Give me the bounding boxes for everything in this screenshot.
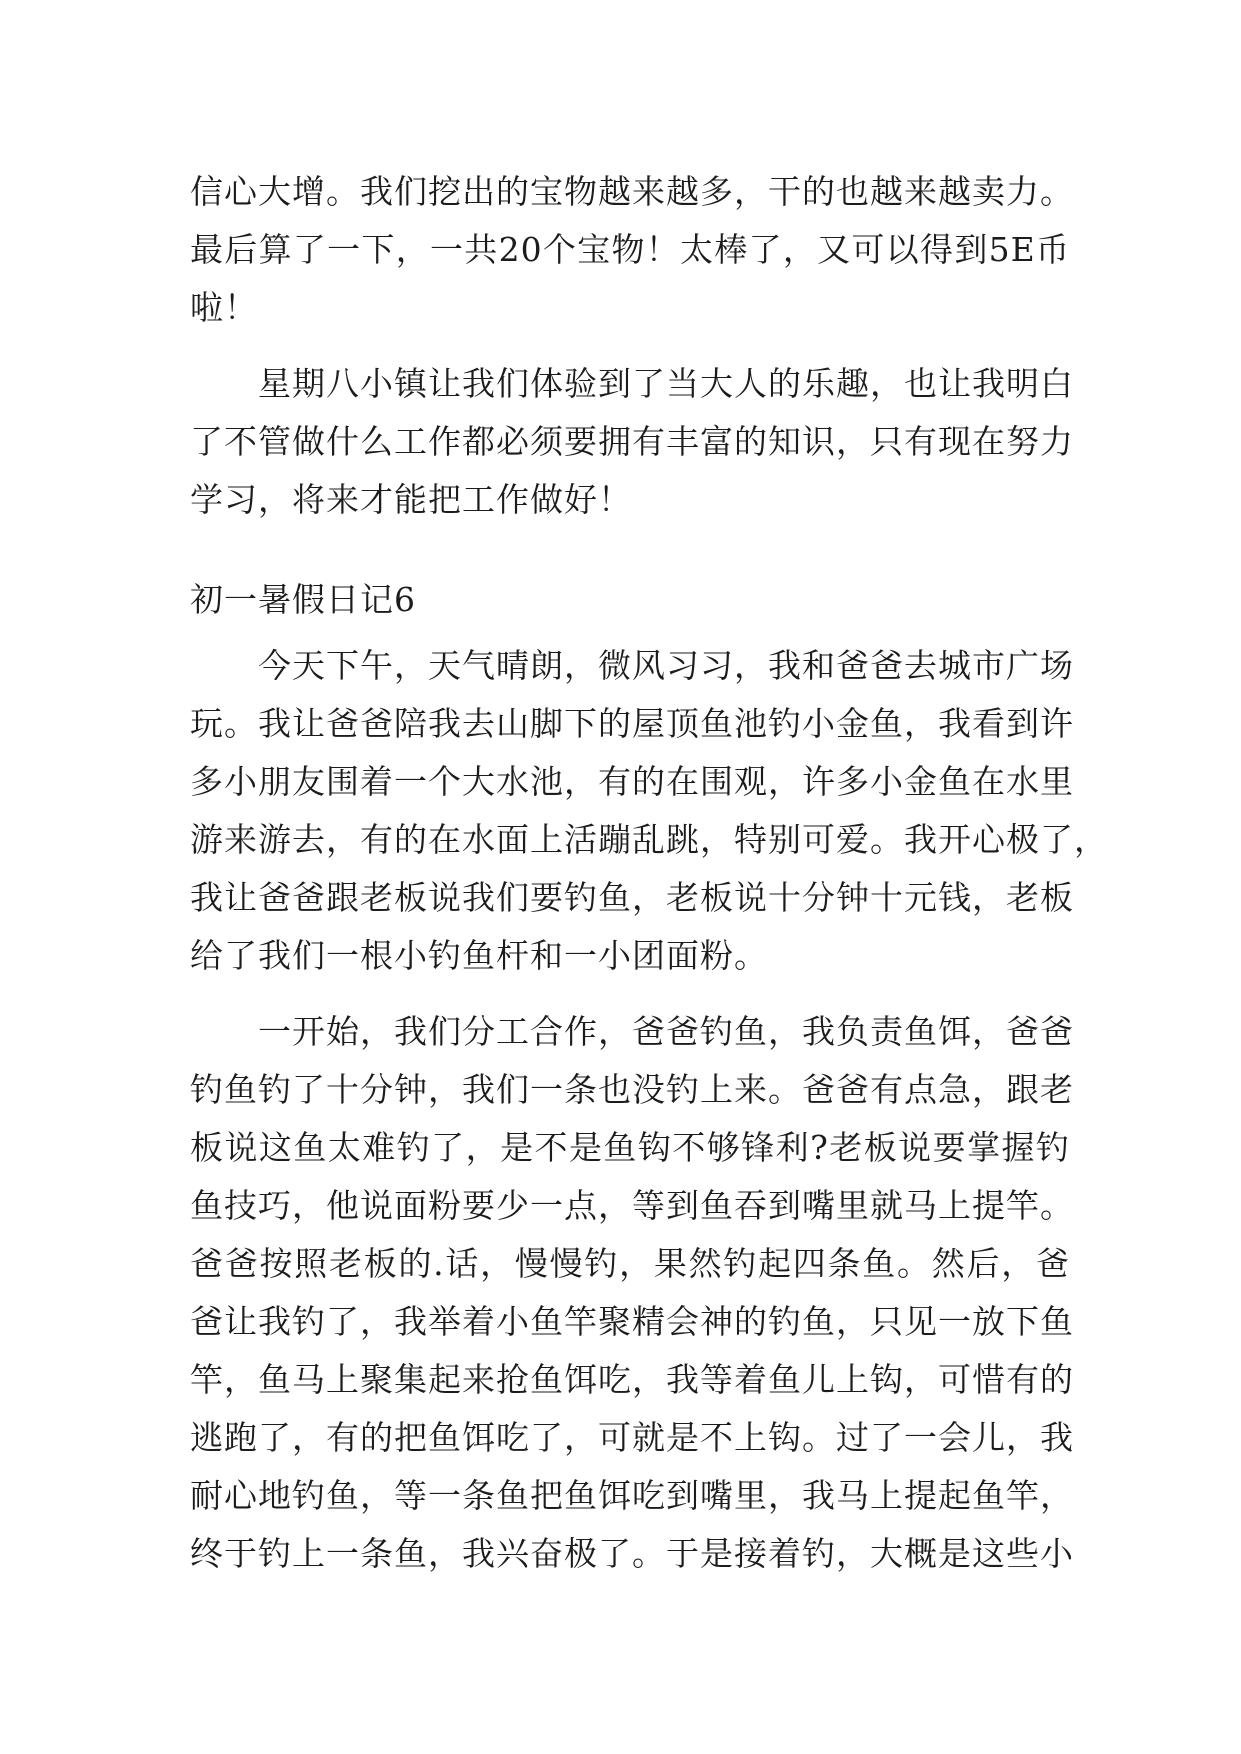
text-line: 了不管做什么工作都必须要拥有丰富的知识，只有现在努力: [190, 422, 1074, 461]
text-line: 板说这鱼太难钓了，是不是鱼钩不够锋利?老板说要掌握钓: [190, 1128, 1070, 1167]
text-line: 啦！: [190, 288, 258, 327]
text-line: 一开始，我们分工合作，爸爸钓鱼，我负责鱼饵，爸爸: [258, 1012, 1074, 1051]
heading-gap: [190, 629, 1070, 637]
text-line: 今天下午，天气晴朗，微风习习，我和爸爸去城市广场: [258, 646, 1074, 685]
paragraph-1: [190, 163, 1074, 337]
text-line: 竿，鱼马上聚集起来抢鱼饵吃，我等着鱼儿上钩，可惜有的: [190, 1360, 1074, 1399]
section-heading: 初一暑假日记6: [190, 580, 416, 619]
paragraph-gap: [190, 337, 1070, 355]
text-line: 信心大增。我们挖出的宝物越来越多，干的也越来越卖力。: [190, 172, 1074, 211]
text-line: 爸让我钓了，我举着小鱼竿聚精会神的钓鱼，只见一放下鱼: [190, 1302, 1074, 1341]
text-line: 星期八小镇让我们体验到了当大人的乐趣，也让我明白: [258, 364, 1074, 403]
paragraph-4: [190, 1003, 1074, 1583]
text-line: 耐心地钓鱼，等一条鱼把鱼饵吃到嘴里，我马上提起鱼竿，: [190, 1476, 1074, 1515]
text-line: 我让爸爸跟老板说我们要钓鱼，老板说十分钟十元钱，老板: [190, 878, 1074, 917]
text-line: 游来游去，有的在水面上活蹦乱跳，特别可爱。我开心极了，: [190, 820, 1108, 859]
text-line: 多小朋友围着一个大水池，有的在围观，许多小金鱼在水里: [190, 762, 1074, 801]
text-line: 鱼技巧，他说面粉要少一点，等到鱼吞到嘴里就马上提竿。: [190, 1186, 1074, 1225]
text-line: 爸爸按照老板的.话，慢慢钓，果然钓起四条鱼。然后，爸: [190, 1244, 1070, 1283]
paragraph-gap: [190, 985, 1070, 1003]
text-line: 终于钓上一条鱼，我兴奋极了。于是接着钓，大概是这些小: [190, 1534, 1074, 1573]
text-line: 逃跑了，有的把鱼饵吃了，可就是不上钩。过了一会儿，我: [190, 1418, 1074, 1457]
text-line: 钓鱼钓了十分钟，我们一条也没钓上来。爸爸有点急，跟老: [190, 1070, 1074, 1109]
text-line: 学习，将来才能把工作做好！: [190, 480, 632, 519]
text-line: 玩。我让爸爸陪我去山脚下的屋顶鱼池钓小金鱼，我看到许: [190, 704, 1074, 743]
paragraph-2: [190, 355, 1074, 529]
section-gap: [190, 529, 1070, 571]
document-body: [190, 163, 1108, 1583]
paragraph-3: [190, 637, 1108, 985]
text-line: 最后算了一下，一共20个宝物！太棒了，又可以得到5E币: [190, 230, 1070, 269]
text-line: 给了我们一根小钓鱼杆和一小团面粉。: [190, 936, 768, 975]
